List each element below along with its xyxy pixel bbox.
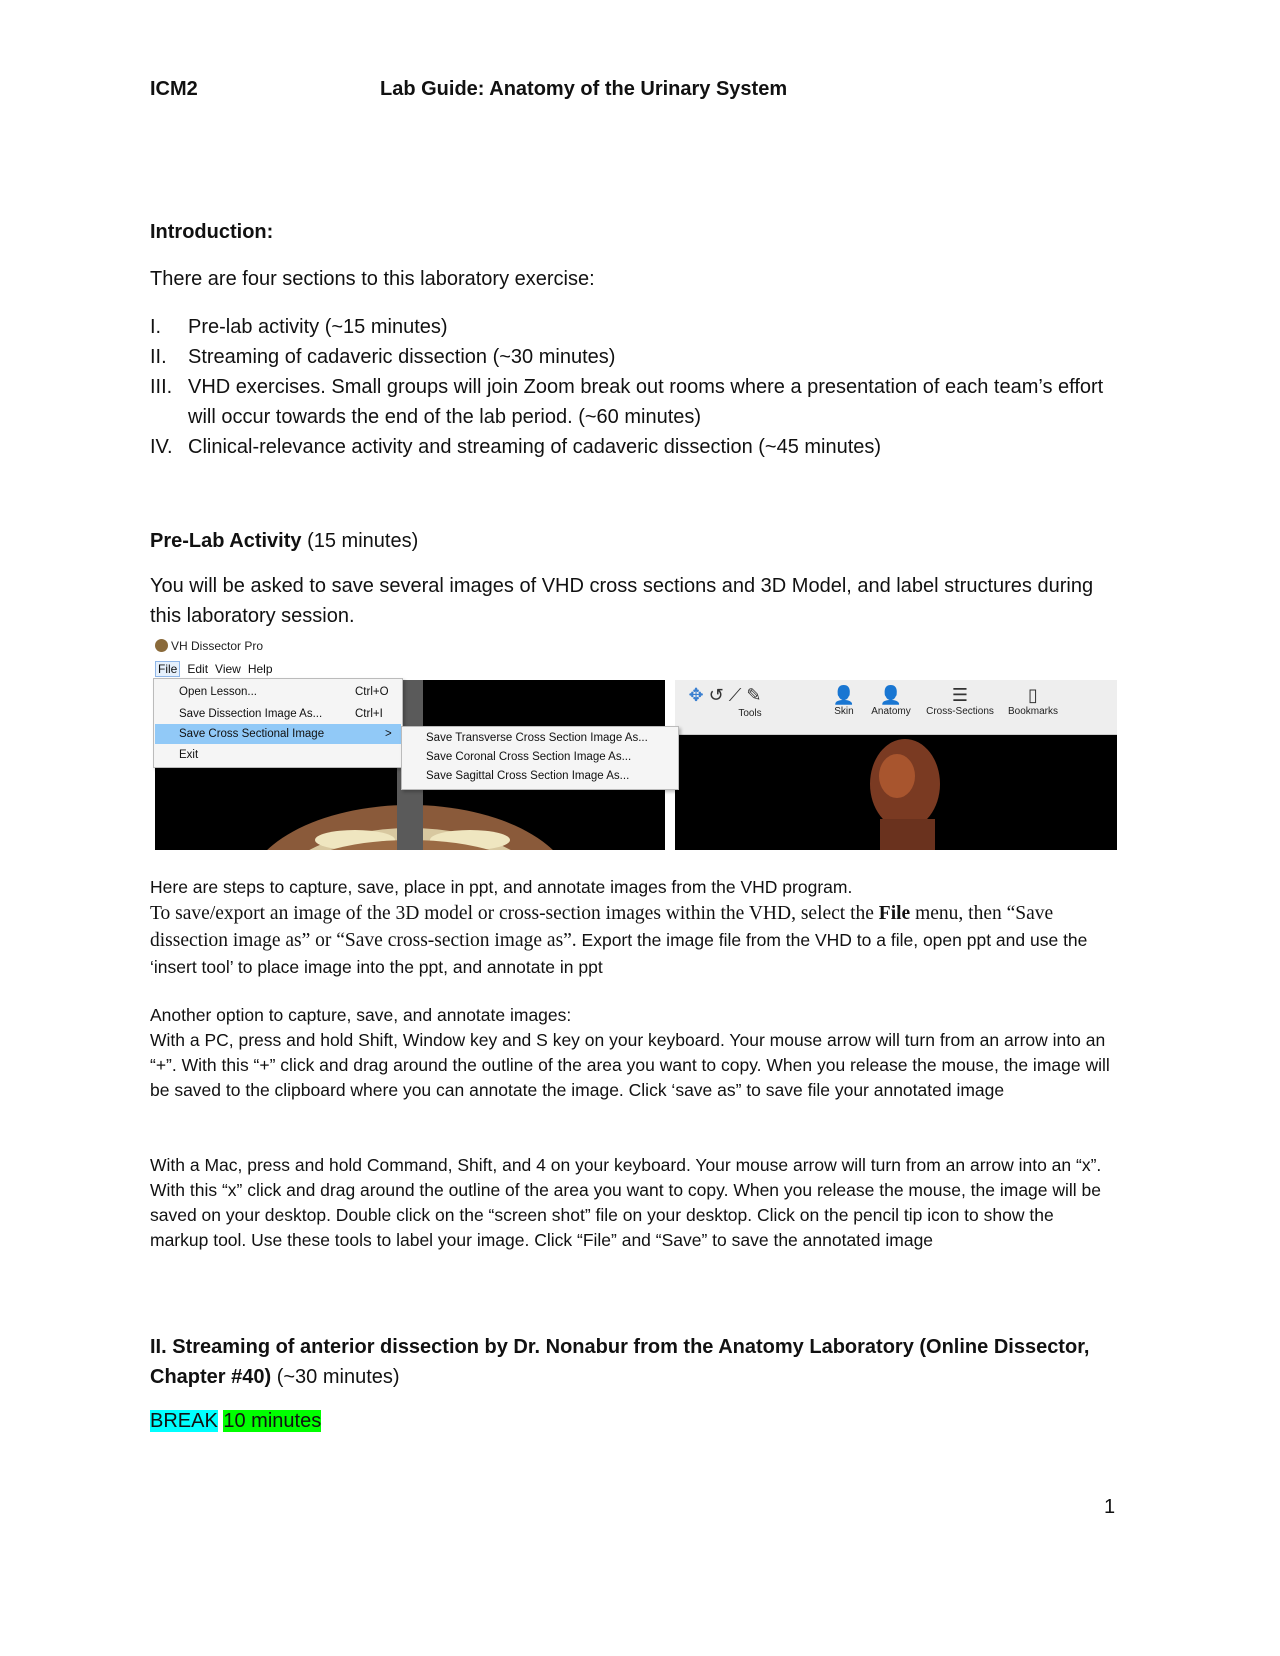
menu-item-save-cross-sectional-image[interactable]: Save Cross Sectional Image > <box>155 724 401 744</box>
section-list <box>150 312 1110 462</box>
list-item-number: II. <box>150 346 167 368</box>
course-code: ICM2 <box>150 78 198 100</box>
break-line <box>150 1406 321 1436</box>
list-item-number: I. <box>150 316 162 338</box>
skin-icon: 👤 <box>832 685 856 705</box>
tool-icons <box>675 684 775 706</box>
document-title: Lab Guide: Anatomy of the Urinary System <box>380 78 788 100</box>
vhd-screenshot <box>155 636 1117 850</box>
bookmarks-label: Bookmarks <box>1007 706 1058 717</box>
list-item-text: Streaming of cadaveric dissection (~30 minutes) <box>188 346 616 368</box>
section-2-heading-bold: II. Streaming of anterior dissection by Dr. Nonabur from the Anatomy Laboratory (Online Dissector, Chapter #40) <box>150 1336 1090 1388</box>
app-title: VH Dissector Pro <box>171 639 264 653</box>
submenu-item-coronal[interactable]: Save Coronal Cross Section Image As... <box>426 751 632 763</box>
list-item <box>150 372 1110 432</box>
menu-help[interactable]: Help <box>247 662 273 676</box>
prelab-heading-bold: Pre-Lab Activity <box>150 530 302 552</box>
mac-instructions: With a Mac, press and hold Command, Shift, and 4 on your keyboard. Your mouse arrow will turn from an arrow into an “x”. With this “x” click and drag around the outline of the area you want to copy. When you release the mouse, the image will be saved on your desktop. Double click on the “screen shot” file on your desktop. Click on the pencil tip icon to show the markup tool. Use these tools to label your image. Click “File” and “Save” to save the annotated image <box>150 1155 1102 1250</box>
break-label: BREAK <box>150 1410 218 1432</box>
tools-group <box>675 684 775 706</box>
scalpel-icon[interactable]: ⟋ <box>728 685 742 705</box>
file-menu-mention: File <box>878 903 911 924</box>
section-2-heading <box>150 1332 1110 1392</box>
list-item-text: Clinical-relevance activity and streaming of cadaveric dissection (~45 minutes) <box>188 436 882 458</box>
anatomy-button[interactable] <box>865 684 917 717</box>
menu-file[interactable]: File <box>155 661 180 677</box>
list-item-text: Pre-lab activity (~15 minutes) <box>188 316 448 338</box>
sliders-icon: ☰ <box>951 685 969 705</box>
menu-item-save-dissection-image[interactable]: Save Dissection Image As... Ctrl+I <box>179 708 383 720</box>
intro-lead: There are four sections to this laboratory exercise: <box>150 268 595 290</box>
list-item <box>150 312 1110 342</box>
prelab-heading-duration: (15 minutes) <box>301 530 419 552</box>
skin-button[interactable] <box>825 684 863 717</box>
anatomy-label: Anatomy <box>871 706 911 717</box>
rotate-icon[interactable]: ↺ <box>708 685 724 705</box>
cross-section-submenu <box>401 726 679 790</box>
cross-sections-button[interactable] <box>921 684 999 717</box>
list-item-number: III. <box>150 376 173 398</box>
list-item-number: IV. <box>150 436 173 458</box>
tools-label: Tools <box>738 708 762 719</box>
anatomy-icon: 👤 <box>879 685 903 705</box>
move-icon[interactable]: ✥ <box>688 685 704 705</box>
page-number: 1 <box>1104 1496 1116 1518</box>
menu-view[interactable]: View <box>215 662 241 676</box>
model-3d-viewport[interactable] <box>675 734 1117 850</box>
app-titlebar <box>155 636 263 656</box>
cross-sections-label: Cross-Sections <box>926 706 994 717</box>
bookmark-icon: ▯ <box>1028 685 1038 705</box>
prelab-heading <box>150 526 418 556</box>
menu-item-open-lesson[interactable]: Open Lesson... Ctrl+O <box>179 686 389 698</box>
steps-text-a: To save/export an image of the 3D model or cross-section images within the VHD, select the <box>150 903 879 924</box>
pencil-icon[interactable]: ✎ <box>746 685 762 705</box>
option-lead: Another option to capture, save, and annotate images: <box>150 1005 572 1025</box>
pc-instructions: With a PC, press and hold Shift, Window key and S key on your keyboard. Your mouse arrow will turn from an arrow into an “+”. With this “+” click and drag around the outline of the area you want to copy. When you release the mouse, the image will be saved to the clipboard where you can annotate the image. Click ‘save as” to save file your annotated image <box>150 1030 1110 1100</box>
list-item <box>150 342 1110 372</box>
section-2-duration: (~30 minutes) <box>271 1366 400 1388</box>
intro-heading: Introduction: <box>150 221 274 243</box>
skin-label: Skin <box>834 706 854 717</box>
menu-edit[interactable]: Edit <box>187 662 209 676</box>
submenu-item-sagittal[interactable]: Save Sagittal Cross Section Image As... <box>426 770 630 782</box>
list-item-text: VHD exercises. Small groups will join Zoom break out rooms where a presentation of each team’s effort will occur towards the end of the lab period. (~60 minutes) <box>188 376 1104 428</box>
break-duration: 10 minutes <box>223 1410 322 1432</box>
app-logo-icon <box>155 639 168 652</box>
list-item <box>150 432 1110 462</box>
app-menubar <box>155 660 280 678</box>
submenu-item-transverse[interactable]: Save Transverse Cross Section Image As... <box>426 732 648 744</box>
steps-text-c: Export the image file from the VHD to a file, open ppt and use the ‘insert tool’ to place image into the ppt, and annotate in ppt <box>150 930 1088 977</box>
head-3d-model <box>675 734 1117 850</box>
prelab-paragraph: You will be asked to save several images of VHD cross sections and 3D Model, and label structures during this laboratory session. <box>150 575 1094 627</box>
app-toolbar <box>675 680 1117 735</box>
file-menu <box>153 678 403 768</box>
submenu-arrow-icon: > <box>385 728 392 740</box>
steps-paragraph <box>150 900 1110 981</box>
menu-item-exit[interactable]: Exit <box>179 749 199 761</box>
steps-text-b: menu, then “Save dissection image as” or “Save cross-section image as”. <box>150 903 1054 951</box>
bookmarks-button[interactable] <box>1001 684 1065 717</box>
steps-intro: Here are steps to capture, save, place in ppt, and annotate images from the VHD program. <box>150 877 853 897</box>
